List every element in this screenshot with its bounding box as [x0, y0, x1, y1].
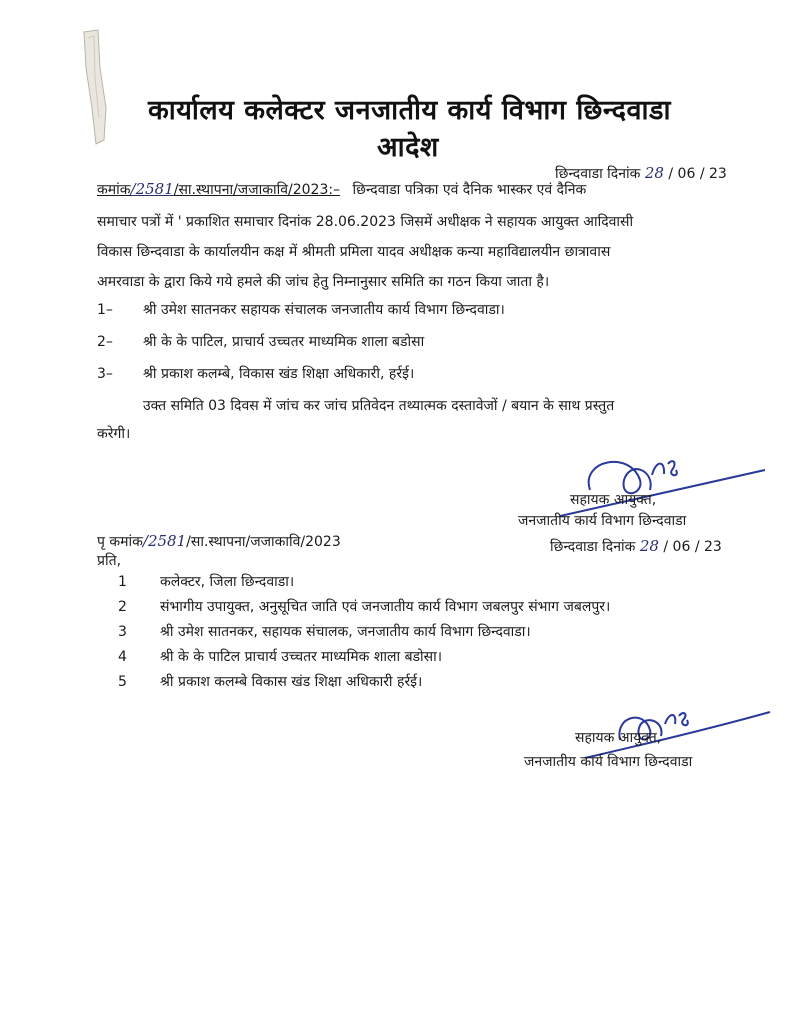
signature-1-date-line [550, 537, 722, 556]
committee-number: 3– [97, 366, 113, 382]
office-heading: कार्यालय कलेक्टर जनजातीय कार्य विभाग छिन्दवाडा [148, 95, 671, 126]
paper-scrap-mark [70, 28, 120, 148]
endorsement-ref-number-handwritten: /2581 [142, 532, 187, 550]
order-ref-rest: /सा.स्थापना/जजाकावि/2023:– [173, 182, 341, 198]
signature-1-date-label: छिन्दवाडा दिनांक [550, 539, 636, 555]
order-title: आदेश [377, 132, 439, 163]
signature-1-date-rest: / 06 / 23 [663, 539, 722, 555]
copy-to-label: प्रति, [97, 553, 122, 569]
committee-text: श्री उमेश सातनकर सहायक संचालक जनजातीय कार्य विभाग छिन्दवाडा। [143, 302, 505, 318]
date-label: छिन्दवाडा दिनांक [555, 166, 641, 182]
committee-text: श्री के के पाटिल, प्राचार्य उच्चतर माध्यमिक शाला बडोसा [143, 334, 425, 350]
order-paragraph [97, 207, 757, 297]
order-line: अमरवाडा के द्वारा किये गये हमले की जांच हेतु निम्नानुसार समिति का गठन किया जाता है। [97, 274, 550, 290]
signature-1-designation: सहायक आयुक्त, [570, 492, 657, 508]
committee-item [97, 364, 414, 383]
instruction-line: उक्त समिति 03 दिवस में जांच कर जांच प्रतिवेदन तथ्यात्मक दस्तावेजों / बयान के साथ प्रस्तुत [143, 398, 615, 414]
order-line: समाचार पत्रों में ' प्रकाशित समाचार दिनांक 28.06.2023 जिसमें अधीक्षक ने सहायक आयुक्त आदिवासी [97, 214, 634, 230]
committee-text: श्री प्रकाश कलम्बे, विकास खंड शिक्षा अधिकारी, हर्रई। [143, 366, 415, 382]
recipient-item [118, 572, 294, 591]
recipient-text: कलेक्टर, जिला छिन्दवाडा। [160, 574, 295, 590]
recipient-text: श्री प्रकाश कलम्बे विकास खंड शिक्षा अधिकारी हर्रई। [160, 674, 423, 690]
signature-2-designation: सहायक आयुक्त, [575, 730, 662, 746]
recipient-text: श्री के के पाटिल प्राचार्य उच्चतर माध्यमिक शाला बडोसा। [160, 649, 443, 665]
signature-1-department: जनजातीय कार्य विभाग छिन्दवाडा [518, 513, 687, 529]
signature-2-department: जनजातीय कार्य विभाग छिन्दवाडा [524, 754, 693, 770]
order-reference-line [97, 180, 757, 199]
signature-1-scribble [560, 450, 770, 520]
endorsement-ref-prefix: पृ कमांक [97, 534, 143, 550]
date-day-handwritten: 28 [644, 164, 664, 182]
recipient-number: 5 [118, 674, 127, 690]
order-ref-prefix: कमांक [97, 182, 131, 198]
committee-item [97, 332, 424, 351]
recipient-item [118, 647, 442, 666]
recipient-item [118, 672, 422, 691]
committee-number: 1– [97, 302, 113, 318]
committee-number: 2– [97, 334, 113, 350]
order-line: विकास छिन्दवाडा के कार्यालयीन कक्ष में श्रीमती प्रमिला यादव अधीक्षक कन्या महाविद्यालयीन छात्रावास [97, 244, 611, 260]
endorsement-reference-line [97, 532, 341, 551]
recipient-item [118, 597, 610, 616]
date-rest: / 06 / 23 [668, 166, 727, 182]
recipient-number: 2 [118, 599, 127, 615]
recipient-number: 4 [118, 649, 127, 665]
endorsement-ref-rest: /सा.स्थापना/जजाकावि/2023 [186, 534, 341, 550]
recipient-number: 3 [118, 624, 127, 640]
order-first-line-text: छिन्दवाडा पत्रिका एवं दैनिक भास्कर एवं दैनिक [352, 182, 587, 198]
order-ref-number-handwritten: /2581 [130, 180, 174, 198]
recipient-text: संभागीय उपायुक्त, अनुसूचित जाति एवं जनजातीय कार्य विभाग जबलपुर संभाग जबलपुर। [160, 599, 611, 615]
signature-1-day-handwritten: 28 [639, 537, 659, 555]
recipient-text: श्री उमेश सातनकर, सहायक संचालक, जनजातीय कार्य विभाग छिन्दवाडा। [160, 624, 531, 640]
recipient-item [118, 622, 531, 641]
recipient-number: 1 [118, 574, 127, 590]
instruction-line: करेगी। [97, 426, 131, 442]
committee-item [97, 300, 505, 319]
